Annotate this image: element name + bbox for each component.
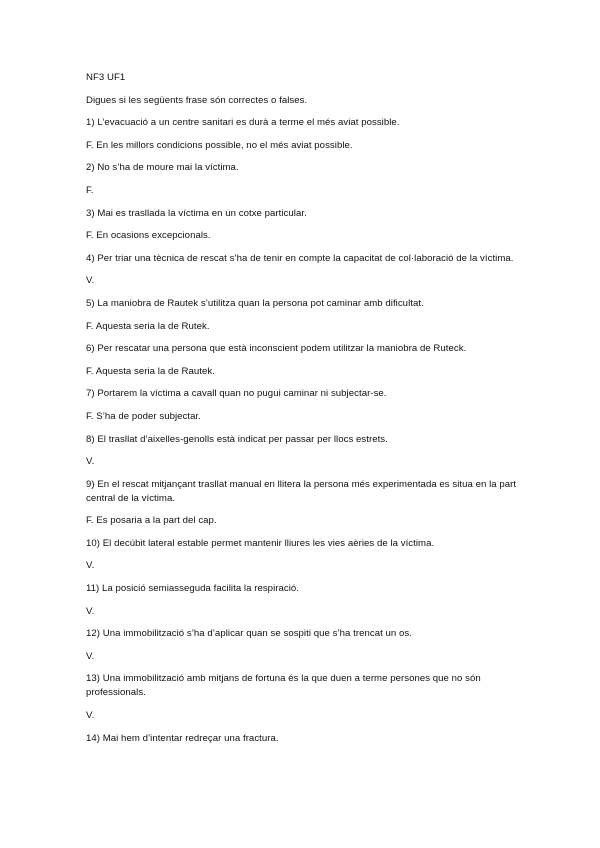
document-page	[86, 71, 526, 754]
question-3: 3) Mai es trasllada la víctima en un cotxe particular.	[86, 207, 307, 219]
question-1: 1) L’evacuació a un centre sanitari es durà a terme el més aviat possible.	[86, 117, 400, 129]
answer-4: V.	[86, 275, 95, 287]
question-14: 14) Mai hem d’intentar redreçar una fractura.	[86, 732, 279, 744]
question-7: 7) Portarem la víctima a cavall quan no pugui caminar ni subjectar-se.	[86, 388, 387, 400]
answer-10: V.	[86, 560, 95, 572]
question-5: 5) La maniobra de Rautek s’utilitza quan la persona pot caminar amb dificultat.	[86, 297, 424, 309]
answer-9: F. Es posaria a la part del cap.	[86, 515, 217, 527]
question-9: 9) En el rescat mitjançant trasllat manual en llitera la persona més experimentada es situa en la part central de la víctima.	[86, 478, 517, 504]
question-8: 8) El trasllat d’aixelles-genolls està indicat per passar per llocs estrets.	[86, 433, 388, 445]
question-12: 12) Una immobilització s’ha d’aplicar quan se sospiti que s’ha trencat un os.	[86, 628, 412, 640]
question-13: 13) Una immobilització amb mitjans de fortuna és la que duen a terme persones que no són professionals.	[86, 673, 481, 699]
answer-8: V.	[86, 456, 95, 468]
answer-1: F. En les millors condicions possible, no el més aviat possible.	[86, 139, 353, 151]
question-4: 4) Per triar una tècnica de rescat s’ha de tenir en compte la capacitat de col·laboració de la víctima.	[86, 252, 514, 264]
document-instructions: Digues si les següents frase són correctes o falses.	[86, 94, 308, 106]
question-10: 10) El decúbit lateral estable permet mantenir lliures les vies aèries de la víctima.	[86, 537, 435, 549]
answer-3: F. En ocasions excepcionals.	[86, 230, 211, 242]
answer-12: V.	[86, 650, 95, 662]
answer-6: F. Aquesta seria la de Rautek.	[86, 365, 215, 377]
answer-11: V.	[86, 605, 95, 617]
answer-2: F.	[86, 184, 94, 196]
answer-13: V.	[86, 710, 95, 722]
question-2: 2) No s’ha de moure mai la víctima.	[86, 162, 239, 174]
question-6: 6) Per rescatar una persona que està inconscient podem utilitzar la maniobra de Ruteck.	[86, 343, 467, 355]
answer-7: F. S’ha de poder subjectar.	[86, 410, 201, 422]
document-heading: NF3 UF1	[86, 72, 126, 83]
question-11: 11) La posició semiasseguda facilita la respiració.	[86, 583, 300, 595]
answer-5: F. Aquesta seria la de Rutek.	[86, 320, 210, 332]
